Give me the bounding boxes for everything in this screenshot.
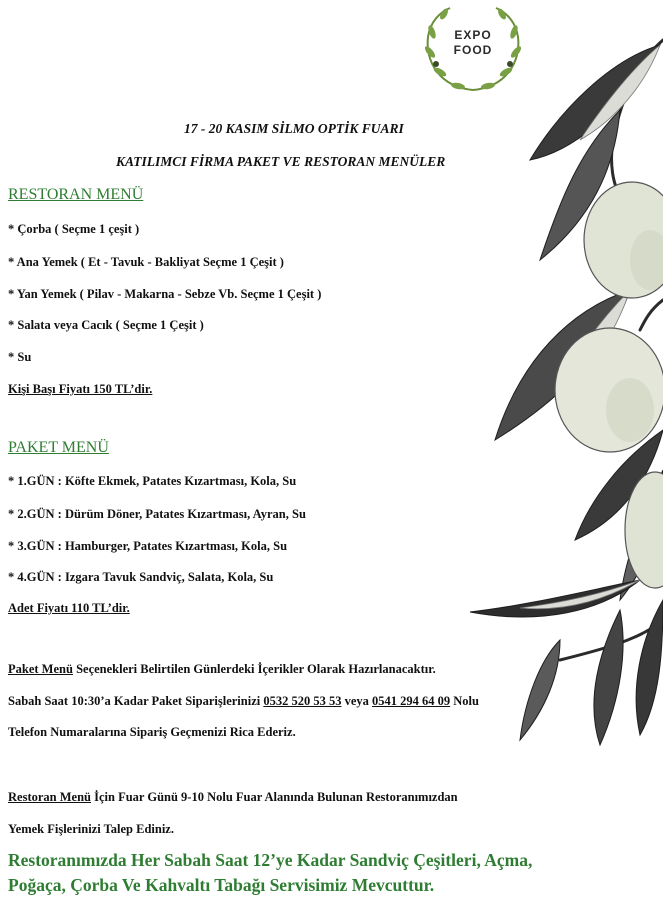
paket-price: Adet Fiyatı 110 TL’dir. bbox=[8, 601, 130, 615]
phone-number-2[interactable]: 0541 294 64 09 bbox=[372, 694, 451, 708]
restoran-note-line-2: Yemek Fişlerinizi Talep Ediniz. bbox=[8, 822, 174, 836]
paket-note-text: Seçenekleri Belirtilen Günlerdeki İçerikler Olarak Hazırlanacaktır. bbox=[72, 662, 436, 676]
order-note bbox=[8, 694, 479, 709]
paket-menu-title: PAKET MENÜ bbox=[8, 439, 109, 456]
paket-item: * 3.GÜN : Hamburger, Patates Kızartması, Kola, Su bbox=[8, 539, 288, 553]
order-note-mid: veya bbox=[341, 694, 373, 708]
paket-note-label: Paket Menü bbox=[8, 662, 73, 676]
paket-note bbox=[8, 662, 436, 677]
logo-line-1: EXPO bbox=[454, 28, 492, 42]
restoran-item: * Çorba ( Seçme 1 çeşit ) bbox=[8, 222, 140, 236]
order-note-post: Nolu bbox=[450, 694, 479, 708]
paket-item: * 4.GÜN : Izgara Tavuk Sandviç, Salata, Kola, Su bbox=[8, 570, 274, 584]
restoran-item: * Su bbox=[8, 350, 32, 364]
restoran-item: * Ana Yemek ( Et - Tavuk - Bakliyat Seçme 1 Çeşit ) bbox=[8, 255, 284, 269]
paket-item: * 2.GÜN : Dürüm Döner, Patates Kızartması, Ayran, Su bbox=[8, 507, 306, 521]
logo-line-2: FOOD bbox=[453, 43, 493, 57]
restoran-item: * Salata veya Cacık ( Seçme 1 Çeşit ) bbox=[8, 318, 204, 332]
restoran-menu-title: RESTORAN MENÜ bbox=[8, 186, 144, 203]
restoran-note bbox=[8, 790, 458, 805]
order-note-line-2: Telefon Numaralarına Sipariş Geçmenizi Rica Ederiz. bbox=[8, 725, 296, 739]
restoran-item: * Yan Yemek ( Pilav - Makarna - Sebze Vb. Seçme 1 Çeşit ) bbox=[8, 287, 322, 301]
restoran-note-label: Restoran Menü bbox=[8, 790, 91, 804]
paket-item: * 1.GÜN : Köfte Ekmek, Patates Kızartması, Kola, Su bbox=[8, 474, 297, 488]
expo-food-logo bbox=[420, 2, 526, 96]
order-note-pre: Sabah Saat 10:30’a Kadar Paket Siparişlerinizi bbox=[8, 694, 264, 708]
event-title: 17 - 20 KASIM SİLMO OPTİK FUARI bbox=[184, 121, 404, 136]
footer-line-1: Restoranımızda Her Sabah Saat 12’ye Kadar Sandviç Çeşitleri, Açma, bbox=[8, 850, 533, 870]
restoran-price: Kişi Başı Fiyatı 150 TL’dir. bbox=[8, 382, 153, 396]
event-subtitle: KATILIMCI FİRMA PAKET VE RESTORAN MENÜLER bbox=[116, 154, 446, 169]
restoran-note-text: İçin Fuar Günü 9-10 Nolu Fuar Alanında Bulunan Restoranımızdan bbox=[90, 790, 458, 804]
footer-line-2: Poğaça, Çorba Ve Kahvaltı Tabağı Servisimiz Mevcuttur. bbox=[8, 875, 435, 895]
phone-number-1[interactable]: 0532 520 53 53 bbox=[263, 694, 342, 708]
